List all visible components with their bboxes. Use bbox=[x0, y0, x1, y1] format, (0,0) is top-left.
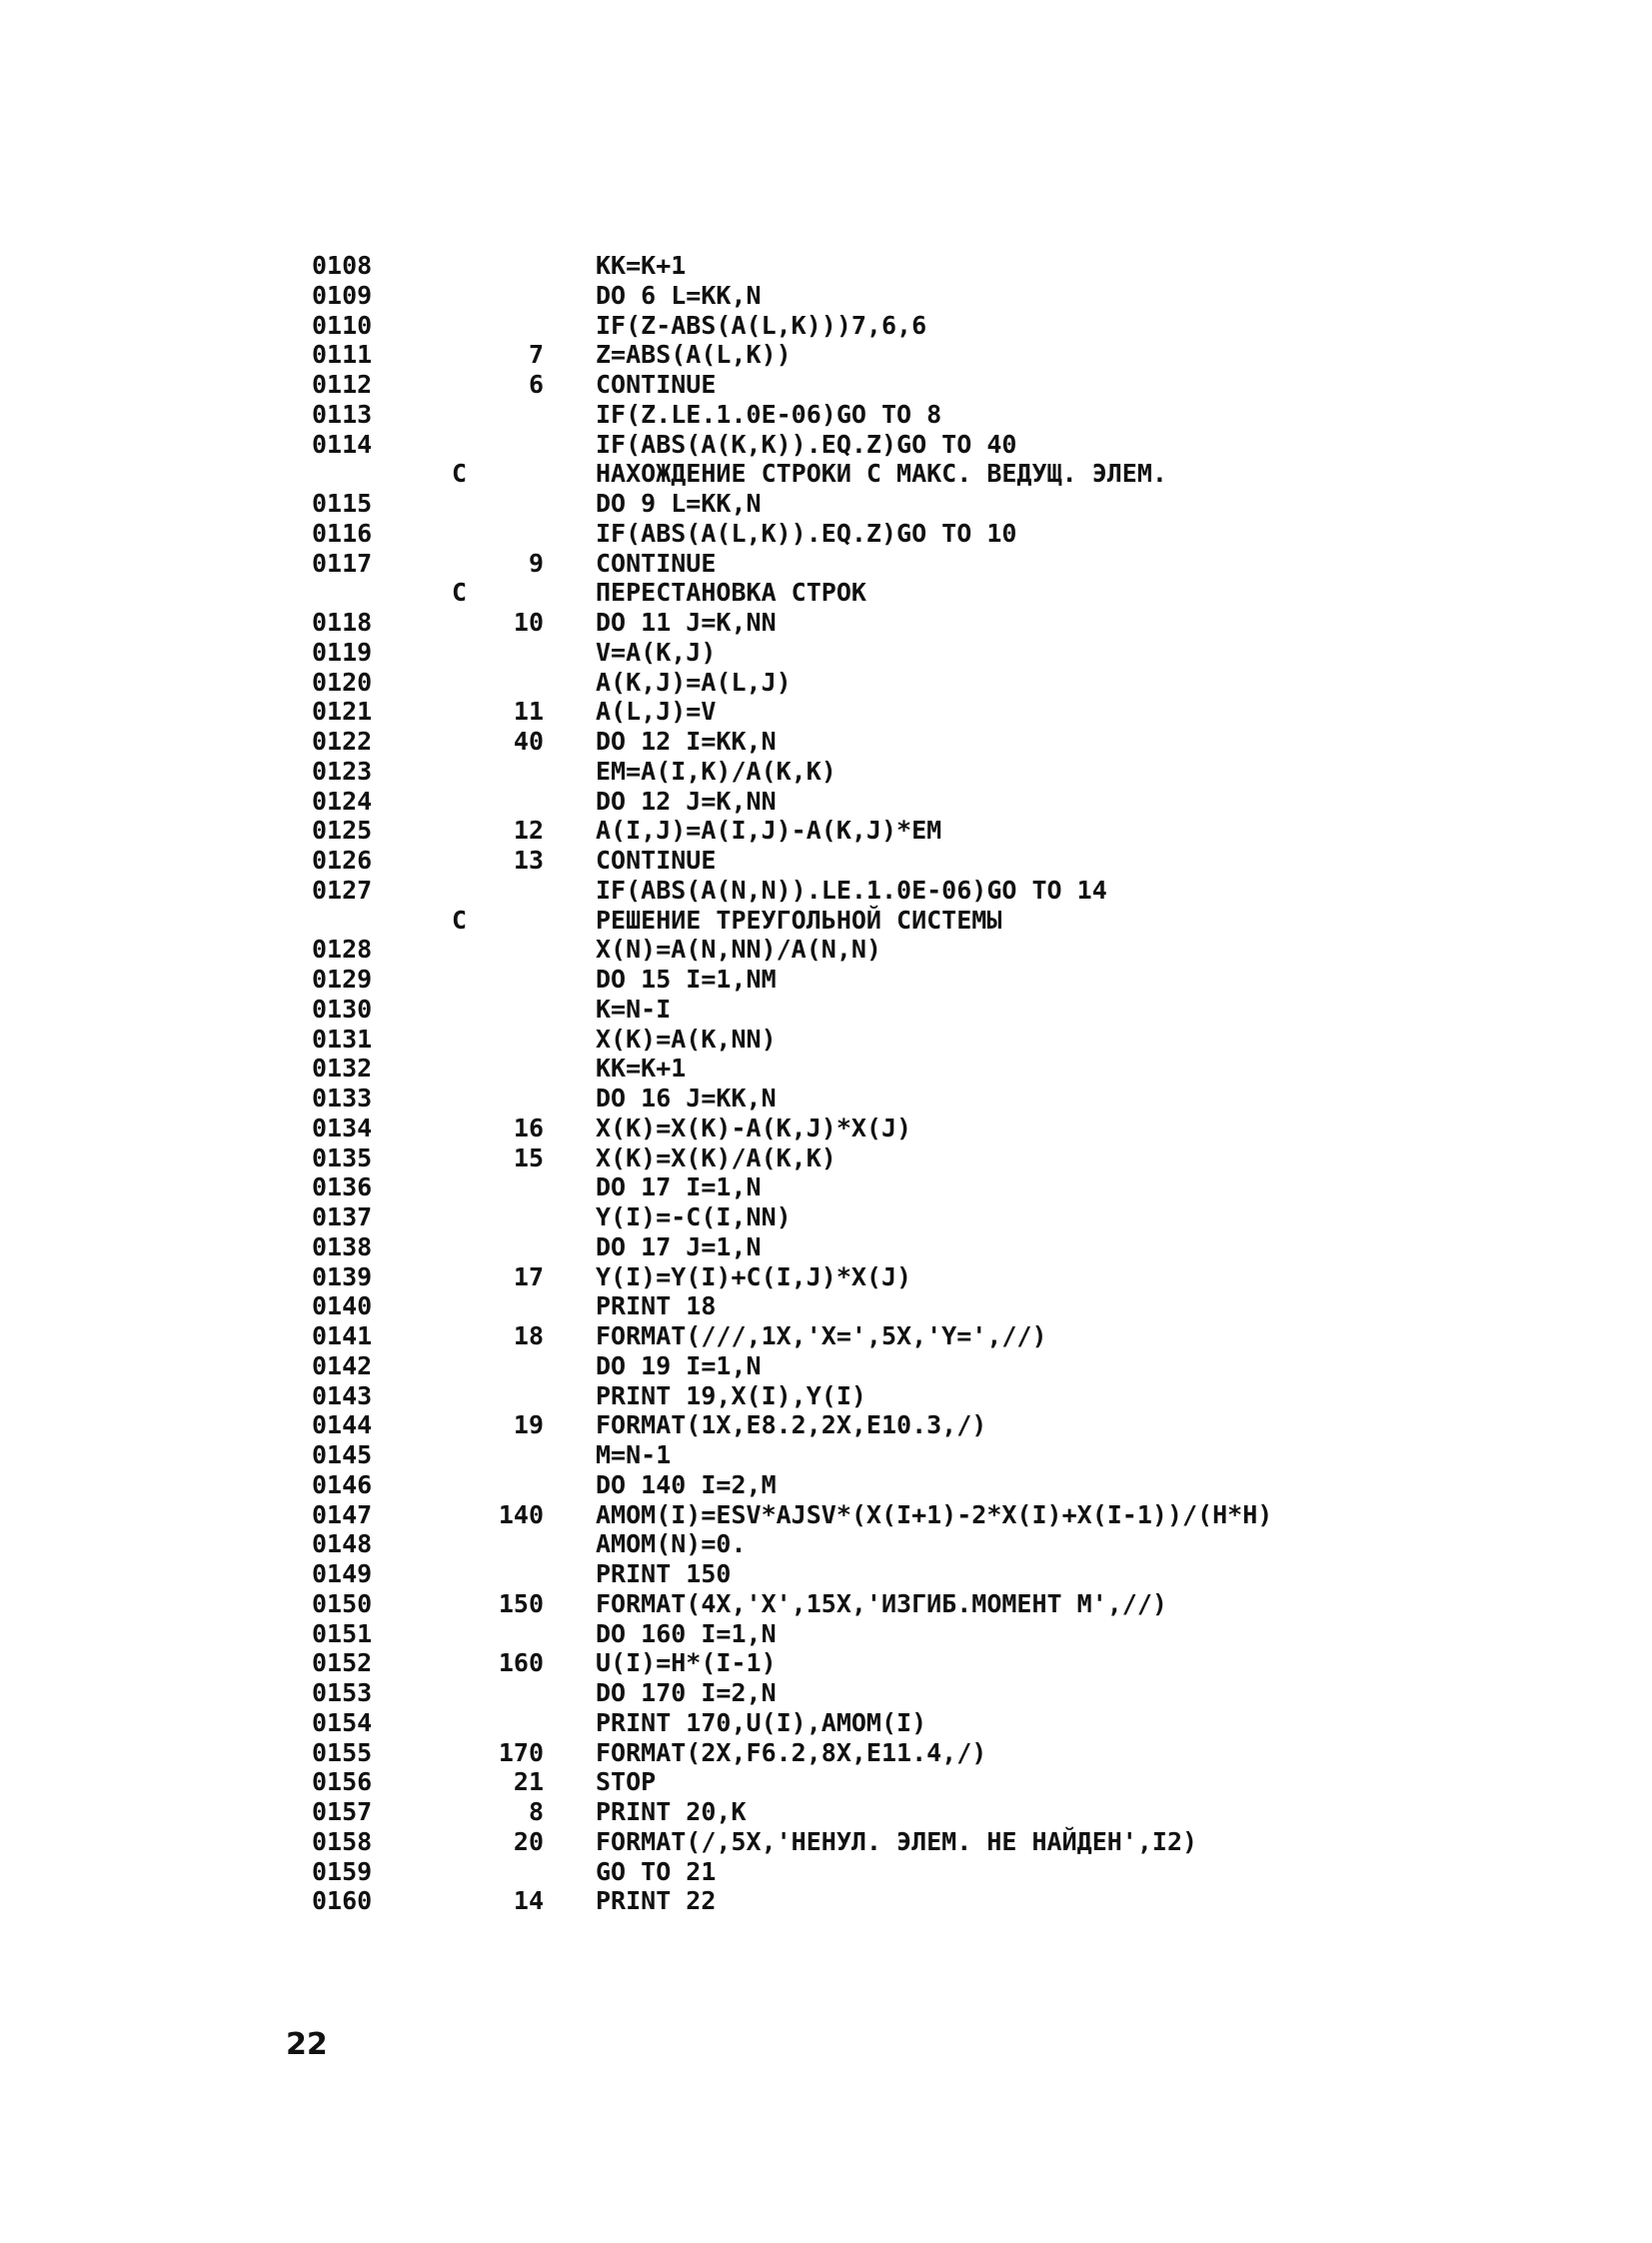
statement-text: AMOM(I)=ESV*AJSV*(X(I+1)-2*X(I)+X(I-1))/(H*H) bbox=[596, 1499, 1273, 1529]
statement-text: DO 11 J=K,NN bbox=[596, 608, 777, 637]
statement-text: IF(Z-ABS(A(L,K)))7,6,6 bbox=[596, 310, 927, 340]
code-line bbox=[0, 965, 1652, 995]
code-line bbox=[0, 995, 1652, 1025]
statement-text: KK=K+1 bbox=[596, 251, 687, 280]
line-number: 0141 bbox=[312, 1321, 373, 1350]
code-line bbox=[0, 757, 1652, 787]
statement-text: CONTINUE bbox=[596, 370, 717, 399]
statement-label: 18 bbox=[513, 1321, 544, 1350]
code-line bbox=[0, 1321, 1652, 1351]
code-line bbox=[0, 400, 1652, 430]
line-number: 0118 bbox=[312, 608, 373, 637]
statement-text: НАХОЖДЕНИЕ СТРОКИ С МАКС. ВЕДУЩ. ЭЛЕМ. bbox=[596, 459, 1167, 489]
statement-text: Y(I)=-C(I,NN) bbox=[596, 1202, 792, 1231]
code-line bbox=[0, 1708, 1652, 1738]
statement-label: 15 bbox=[513, 1142, 544, 1172]
line-number: 0156 bbox=[312, 1767, 373, 1797]
line-number: 0160 bbox=[312, 1886, 373, 1916]
code-line bbox=[0, 816, 1652, 846]
statement-text: AMOM(N)=0. bbox=[596, 1529, 747, 1559]
statement-text: FORMAT(/,5X,'НЕНУЛ. ЭЛЕМ. НЕ НАЙДЕН',I2) bbox=[596, 1826, 1198, 1856]
code-line bbox=[0, 1114, 1652, 1143]
line-number: 0110 bbox=[312, 310, 373, 340]
code-line bbox=[0, 1351, 1652, 1381]
statement-text: STOP bbox=[596, 1767, 657, 1797]
statement-text: IF(Z.LE.1.0E-06)GO TO 8 bbox=[596, 399, 942, 429]
code-line bbox=[0, 1025, 1652, 1055]
statement-text: X(K)=X(K)-A(K,J)*X(J) bbox=[596, 1113, 912, 1142]
code-line bbox=[0, 549, 1652, 579]
statement-label: 150 bbox=[498, 1588, 544, 1618]
code-listing bbox=[0, 251, 1652, 1916]
code-line bbox=[0, 1172, 1652, 1202]
code-line bbox=[0, 727, 1652, 757]
statement-text: K=N-I bbox=[596, 994, 672, 1024]
statement-label: 19 bbox=[513, 1410, 544, 1440]
statement-text: DO 17 J=1,N bbox=[596, 1231, 762, 1261]
code-line bbox=[0, 1678, 1652, 1708]
line-number: 0124 bbox=[312, 786, 373, 816]
code-line bbox=[0, 1500, 1652, 1530]
code-line bbox=[0, 1589, 1652, 1619]
code-line bbox=[0, 1143, 1652, 1173]
line-number: 0139 bbox=[312, 1261, 373, 1291]
statement-text: DO 12 I=KK,N bbox=[596, 727, 777, 756]
statement-text: A(L,J)=V bbox=[596, 697, 717, 727]
line-number: 0111 bbox=[312, 340, 373, 370]
statement-text: DO 9 L=KK,N bbox=[596, 489, 762, 518]
statement-text: CONTINUE bbox=[596, 548, 717, 578]
code-line bbox=[0, 846, 1652, 876]
line-number: 0153 bbox=[312, 1678, 373, 1707]
statement-text: Z=ABS(A(L,K)) bbox=[596, 340, 792, 370]
code-line bbox=[0, 876, 1652, 906]
code-line bbox=[0, 1797, 1652, 1827]
statement-text: DO 12 J=K,NN bbox=[596, 786, 777, 816]
code-line bbox=[0, 1440, 1652, 1470]
statement-label: 12 bbox=[513, 816, 544, 846]
statement-label: 40 bbox=[513, 727, 544, 756]
line-number: 0117 bbox=[312, 548, 373, 578]
statement-text: KK=K+1 bbox=[596, 1054, 687, 1084]
statement-text: U(I)=H*(I-1) bbox=[596, 1648, 777, 1678]
statement-text: EM=A(I,K)/A(K,K) bbox=[596, 756, 836, 786]
line-number: 0123 bbox=[312, 756, 373, 786]
statement-label: 14 bbox=[513, 1886, 544, 1916]
statement-text: FORMAT(///,1X,'X=',5X,'Y=',//) bbox=[596, 1321, 1047, 1350]
statement-text: X(K)=A(K,NN) bbox=[596, 1024, 777, 1054]
statement-text: V=A(K,J) bbox=[596, 637, 717, 667]
line-number: 0151 bbox=[312, 1618, 373, 1648]
code-line bbox=[0, 638, 1652, 668]
line-number: 0142 bbox=[312, 1350, 373, 1380]
line-number: 0135 bbox=[312, 1142, 373, 1172]
statement-text: GO TO 21 bbox=[596, 1856, 717, 1886]
code-line bbox=[0, 1529, 1652, 1559]
line-number: 0122 bbox=[312, 727, 373, 756]
code-line bbox=[0, 340, 1652, 370]
code-line bbox=[0, 697, 1652, 727]
code-line bbox=[0, 1470, 1652, 1500]
statement-text: IF(ABS(A(N,N)).LE.1.0E-06)GO TO 14 bbox=[596, 875, 1107, 905]
statement-label: 17 bbox=[513, 1261, 544, 1291]
statement-text: ПЕРЕСТАНОВКА СТРОК bbox=[596, 578, 866, 608]
statement-label: 9 bbox=[528, 548, 544, 578]
line-number: 0149 bbox=[312, 1559, 373, 1588]
line-number: 0136 bbox=[312, 1172, 373, 1202]
code-line bbox=[0, 1648, 1652, 1678]
line-number: 0150 bbox=[312, 1588, 373, 1618]
statement-text: DO 15 I=1,NM bbox=[596, 965, 777, 994]
line-number: 0121 bbox=[312, 697, 373, 727]
code-line bbox=[0, 430, 1652, 460]
code-line bbox=[0, 311, 1652, 341]
code-line bbox=[0, 1827, 1652, 1857]
statement-text: DO 6 L=KK,N bbox=[596, 280, 762, 310]
code-line bbox=[0, 1886, 1652, 1916]
line-number: 0137 bbox=[312, 1202, 373, 1231]
comment-marker: C bbox=[452, 459, 468, 489]
statement-text: CONTINUE bbox=[596, 846, 717, 875]
line-number: 0128 bbox=[312, 935, 373, 965]
line-number: 0108 bbox=[312, 251, 373, 280]
statement-label: 21 bbox=[513, 1767, 544, 1797]
code-line bbox=[0, 1410, 1652, 1440]
line-number: 0143 bbox=[312, 1380, 373, 1410]
statement-text: DO 17 I=1,N bbox=[596, 1172, 762, 1202]
code-line bbox=[0, 459, 1652, 489]
line-number: 0119 bbox=[312, 637, 373, 667]
line-number: 0140 bbox=[312, 1291, 373, 1321]
statement-label: 7 bbox=[528, 340, 544, 370]
comment-marker: C bbox=[452, 578, 468, 608]
page-number: 22 bbox=[286, 2027, 328, 2062]
statement-label: 170 bbox=[498, 1737, 544, 1767]
code-line bbox=[0, 1738, 1652, 1768]
code-line bbox=[0, 489, 1652, 519]
code-line bbox=[0, 935, 1652, 965]
code-line bbox=[0, 578, 1652, 608]
comment-marker: C bbox=[452, 905, 468, 935]
statement-text: DO 16 J=KK,N bbox=[596, 1084, 777, 1113]
code-line bbox=[0, 1619, 1652, 1649]
statement-label: 8 bbox=[528, 1797, 544, 1826]
statement-label: 20 bbox=[513, 1826, 544, 1856]
statement-text: PRINT 18 bbox=[596, 1291, 717, 1321]
statement-text: PRINT 22 bbox=[596, 1886, 717, 1916]
line-number: 0109 bbox=[312, 280, 373, 310]
statement-label: 160 bbox=[498, 1648, 544, 1678]
code-line bbox=[0, 1262, 1652, 1292]
statement-text: DO 160 I=1,N bbox=[596, 1618, 777, 1648]
statement-text: X(N)=A(N,NN)/A(N,N) bbox=[596, 935, 881, 965]
line-number: 0116 bbox=[312, 518, 373, 548]
line-number: 0112 bbox=[312, 370, 373, 399]
statement-label: 6 bbox=[528, 370, 544, 399]
statement-label: 10 bbox=[513, 608, 544, 637]
line-number: 0158 bbox=[312, 1826, 373, 1856]
line-number: 0126 bbox=[312, 846, 373, 875]
statement-text: A(K,J)=A(L,J) bbox=[596, 667, 792, 697]
statement-text: Y(I)=Y(I)+C(I,J)*X(J) bbox=[596, 1261, 912, 1291]
statement-label: 140 bbox=[498, 1499, 544, 1529]
statement-text: FORMAT(2X,F6.2,8X,E11.4,/) bbox=[596, 1737, 987, 1767]
statement-text: A(I,J)=A(I,J)-A(K,J)*EM bbox=[596, 816, 942, 846]
statement-text: РЕШЕНИЕ ТРЕУГОЛЬНОЙ СИСТЕМЫ bbox=[596, 905, 1002, 935]
statement-text: DO 170 I=2,N bbox=[596, 1678, 777, 1707]
code-line bbox=[0, 1559, 1652, 1589]
line-number: 0132 bbox=[312, 1054, 373, 1084]
statement-label: 13 bbox=[513, 846, 544, 875]
statement-text: M=N-1 bbox=[596, 1440, 672, 1469]
line-number: 0134 bbox=[312, 1113, 373, 1142]
line-number: 0138 bbox=[312, 1231, 373, 1261]
statement-text: PRINT 150 bbox=[596, 1559, 732, 1588]
statement-text: PRINT 170,U(I),AMOM(I) bbox=[596, 1707, 927, 1737]
line-number: 0114 bbox=[312, 429, 373, 459]
line-number: 0120 bbox=[312, 667, 373, 697]
code-line bbox=[0, 1084, 1652, 1114]
line-number: 0154 bbox=[312, 1707, 373, 1737]
code-line bbox=[0, 1232, 1652, 1262]
code-line bbox=[0, 1767, 1652, 1797]
line-number: 0131 bbox=[312, 1024, 373, 1054]
statement-text: X(K)=X(K)/A(K,K) bbox=[596, 1142, 836, 1172]
line-number: 0113 bbox=[312, 399, 373, 429]
statement-text: FORMAT(4X,'X',15X,'ИЗГИБ.МОМЕНТ M',//) bbox=[596, 1588, 1167, 1618]
line-number: 0127 bbox=[312, 875, 373, 905]
code-line bbox=[0, 668, 1652, 698]
line-number: 0147 bbox=[312, 1499, 373, 1529]
statement-label: 11 bbox=[513, 697, 544, 727]
line-number: 0152 bbox=[312, 1648, 373, 1678]
statement-text: IF(ABS(A(K,K)).EQ.Z)GO TO 40 bbox=[596, 429, 1017, 459]
statement-text: PRINT 20,K bbox=[596, 1797, 747, 1826]
line-number: 0129 bbox=[312, 965, 373, 994]
line-number: 0133 bbox=[312, 1084, 373, 1113]
line-number: 0144 bbox=[312, 1410, 373, 1440]
code-line bbox=[0, 906, 1652, 936]
code-line bbox=[0, 281, 1652, 311]
code-line bbox=[0, 787, 1652, 817]
statement-text: DO 19 I=1,N bbox=[596, 1350, 762, 1380]
line-number: 0125 bbox=[312, 816, 373, 846]
code-line bbox=[0, 1857, 1652, 1887]
code-line bbox=[0, 519, 1652, 549]
statement-text: PRINT 19,X(I),Y(I) bbox=[596, 1380, 866, 1410]
line-number: 0155 bbox=[312, 1737, 373, 1767]
line-number: 0148 bbox=[312, 1529, 373, 1559]
code-line bbox=[0, 608, 1652, 638]
code-line bbox=[0, 1381, 1652, 1411]
line-number: 0115 bbox=[312, 489, 373, 518]
code-line bbox=[0, 1054, 1652, 1084]
line-number: 0157 bbox=[312, 1797, 373, 1826]
statement-text: FORMAT(1X,E8.2,2X,E10.3,/) bbox=[596, 1410, 987, 1440]
line-number: 0130 bbox=[312, 994, 373, 1024]
statement-label: 16 bbox=[513, 1113, 544, 1142]
line-number: 0159 bbox=[312, 1856, 373, 1886]
line-number: 0146 bbox=[312, 1469, 373, 1499]
code-line bbox=[0, 370, 1652, 400]
code-line bbox=[0, 1202, 1652, 1232]
statement-text: DO 140 I=2,M bbox=[596, 1469, 777, 1499]
code-line bbox=[0, 251, 1652, 281]
statement-text: IF(ABS(A(L,K)).EQ.Z)GO TO 10 bbox=[596, 518, 1017, 548]
code-line bbox=[0, 1291, 1652, 1321]
line-number: 0145 bbox=[312, 1440, 373, 1469]
